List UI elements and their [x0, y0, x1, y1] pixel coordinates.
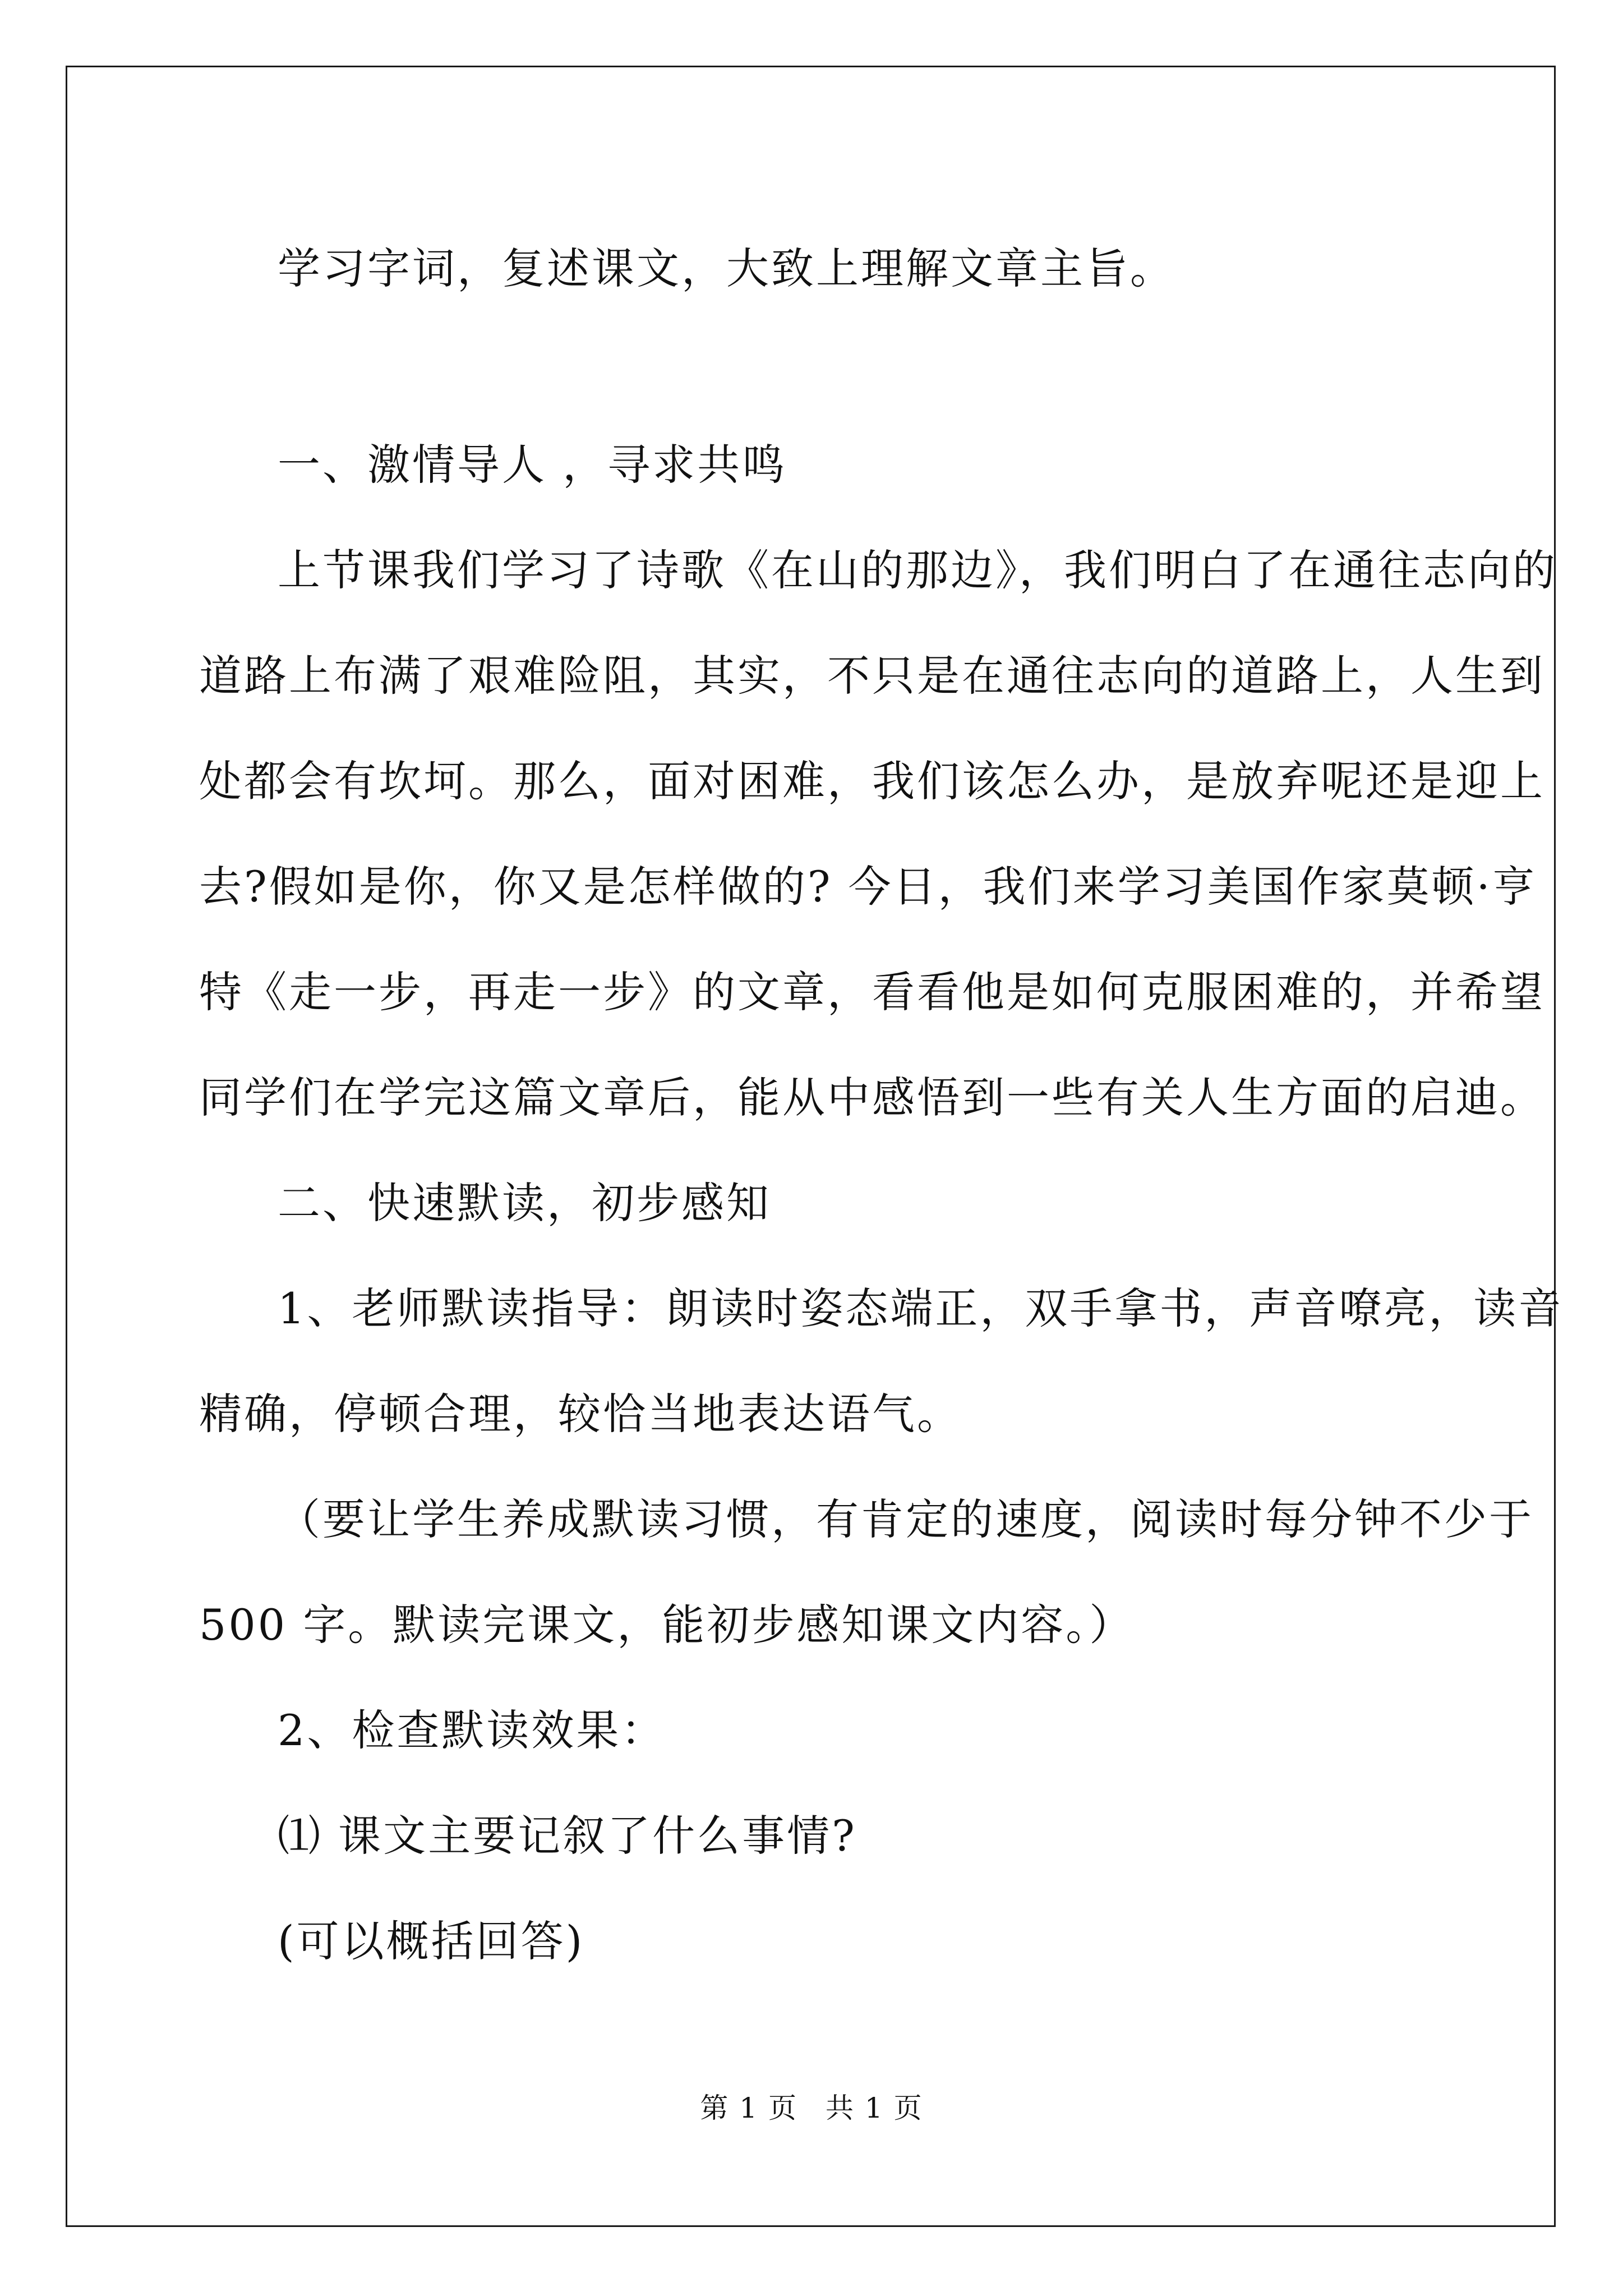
- paragraph-line: 处都会有坎坷。那么，面对困难，我们该怎么办，是放弃呢还是迎上: [199, 756, 1545, 806]
- paragraph-line: 同学们在学完这篇文章后，能从中感悟到一些有关人生方面的启迪。: [199, 1073, 1545, 1122]
- paragraph-line: 去?假如是你，你又是怎样做的? 今日，我们来学习美国作家莫顿·亨: [199, 862, 1537, 912]
- page-total: 共 1 页: [826, 2092, 923, 2124]
- answer-hint: (可以概括回答): [278, 1916, 585, 1966]
- page-number: 第 1 页: [700, 2092, 797, 2124]
- paragraph-line: 1、老师默读指导：朗读时姿态端正，双手拿书，声音嘹亮，读音: [278, 1283, 1564, 1333]
- section-heading-1: 一、激情导人 ，寻求共鸣: [278, 440, 787, 490]
- paragraph-line: 道路上布满了艰难险阻，其实，不只是在通往志向的道路上，人生到: [199, 651, 1545, 701]
- paragraph-line: 2、检查默读效果：: [278, 1705, 666, 1755]
- document-body: [199, 216, 1564, 1994]
- objective-line: 学习字词，复述课文，大致上理解文章主旨。: [278, 243, 1175, 293]
- paragraph-line: 500 字。默读完课文，能初步感知课文内容。）: [199, 1600, 1135, 1650]
- paragraph-line: 上节课我们学习了诗歌《在山的那边》，我们明白了在通往志向的: [278, 545, 1557, 595]
- page-footer: [0, 2086, 1623, 2126]
- paragraph-line: 特《走一步，再走一步》的文章，看看他是如何克服困难的，并希望: [199, 967, 1545, 1017]
- section-heading-2: 二、快速默读，初步感知: [278, 1178, 771, 1228]
- question-line: ⑴ 课文主要记叙了什么事情?: [278, 1811, 857, 1861]
- paragraph-line: 精确，停顿合理，较恰当地表达语气。: [199, 1389, 962, 1439]
- paragraph-line: （要让学生养成默读习惯，有肯定的速度，阅读时每分钟不少于: [278, 1494, 1534, 1544]
